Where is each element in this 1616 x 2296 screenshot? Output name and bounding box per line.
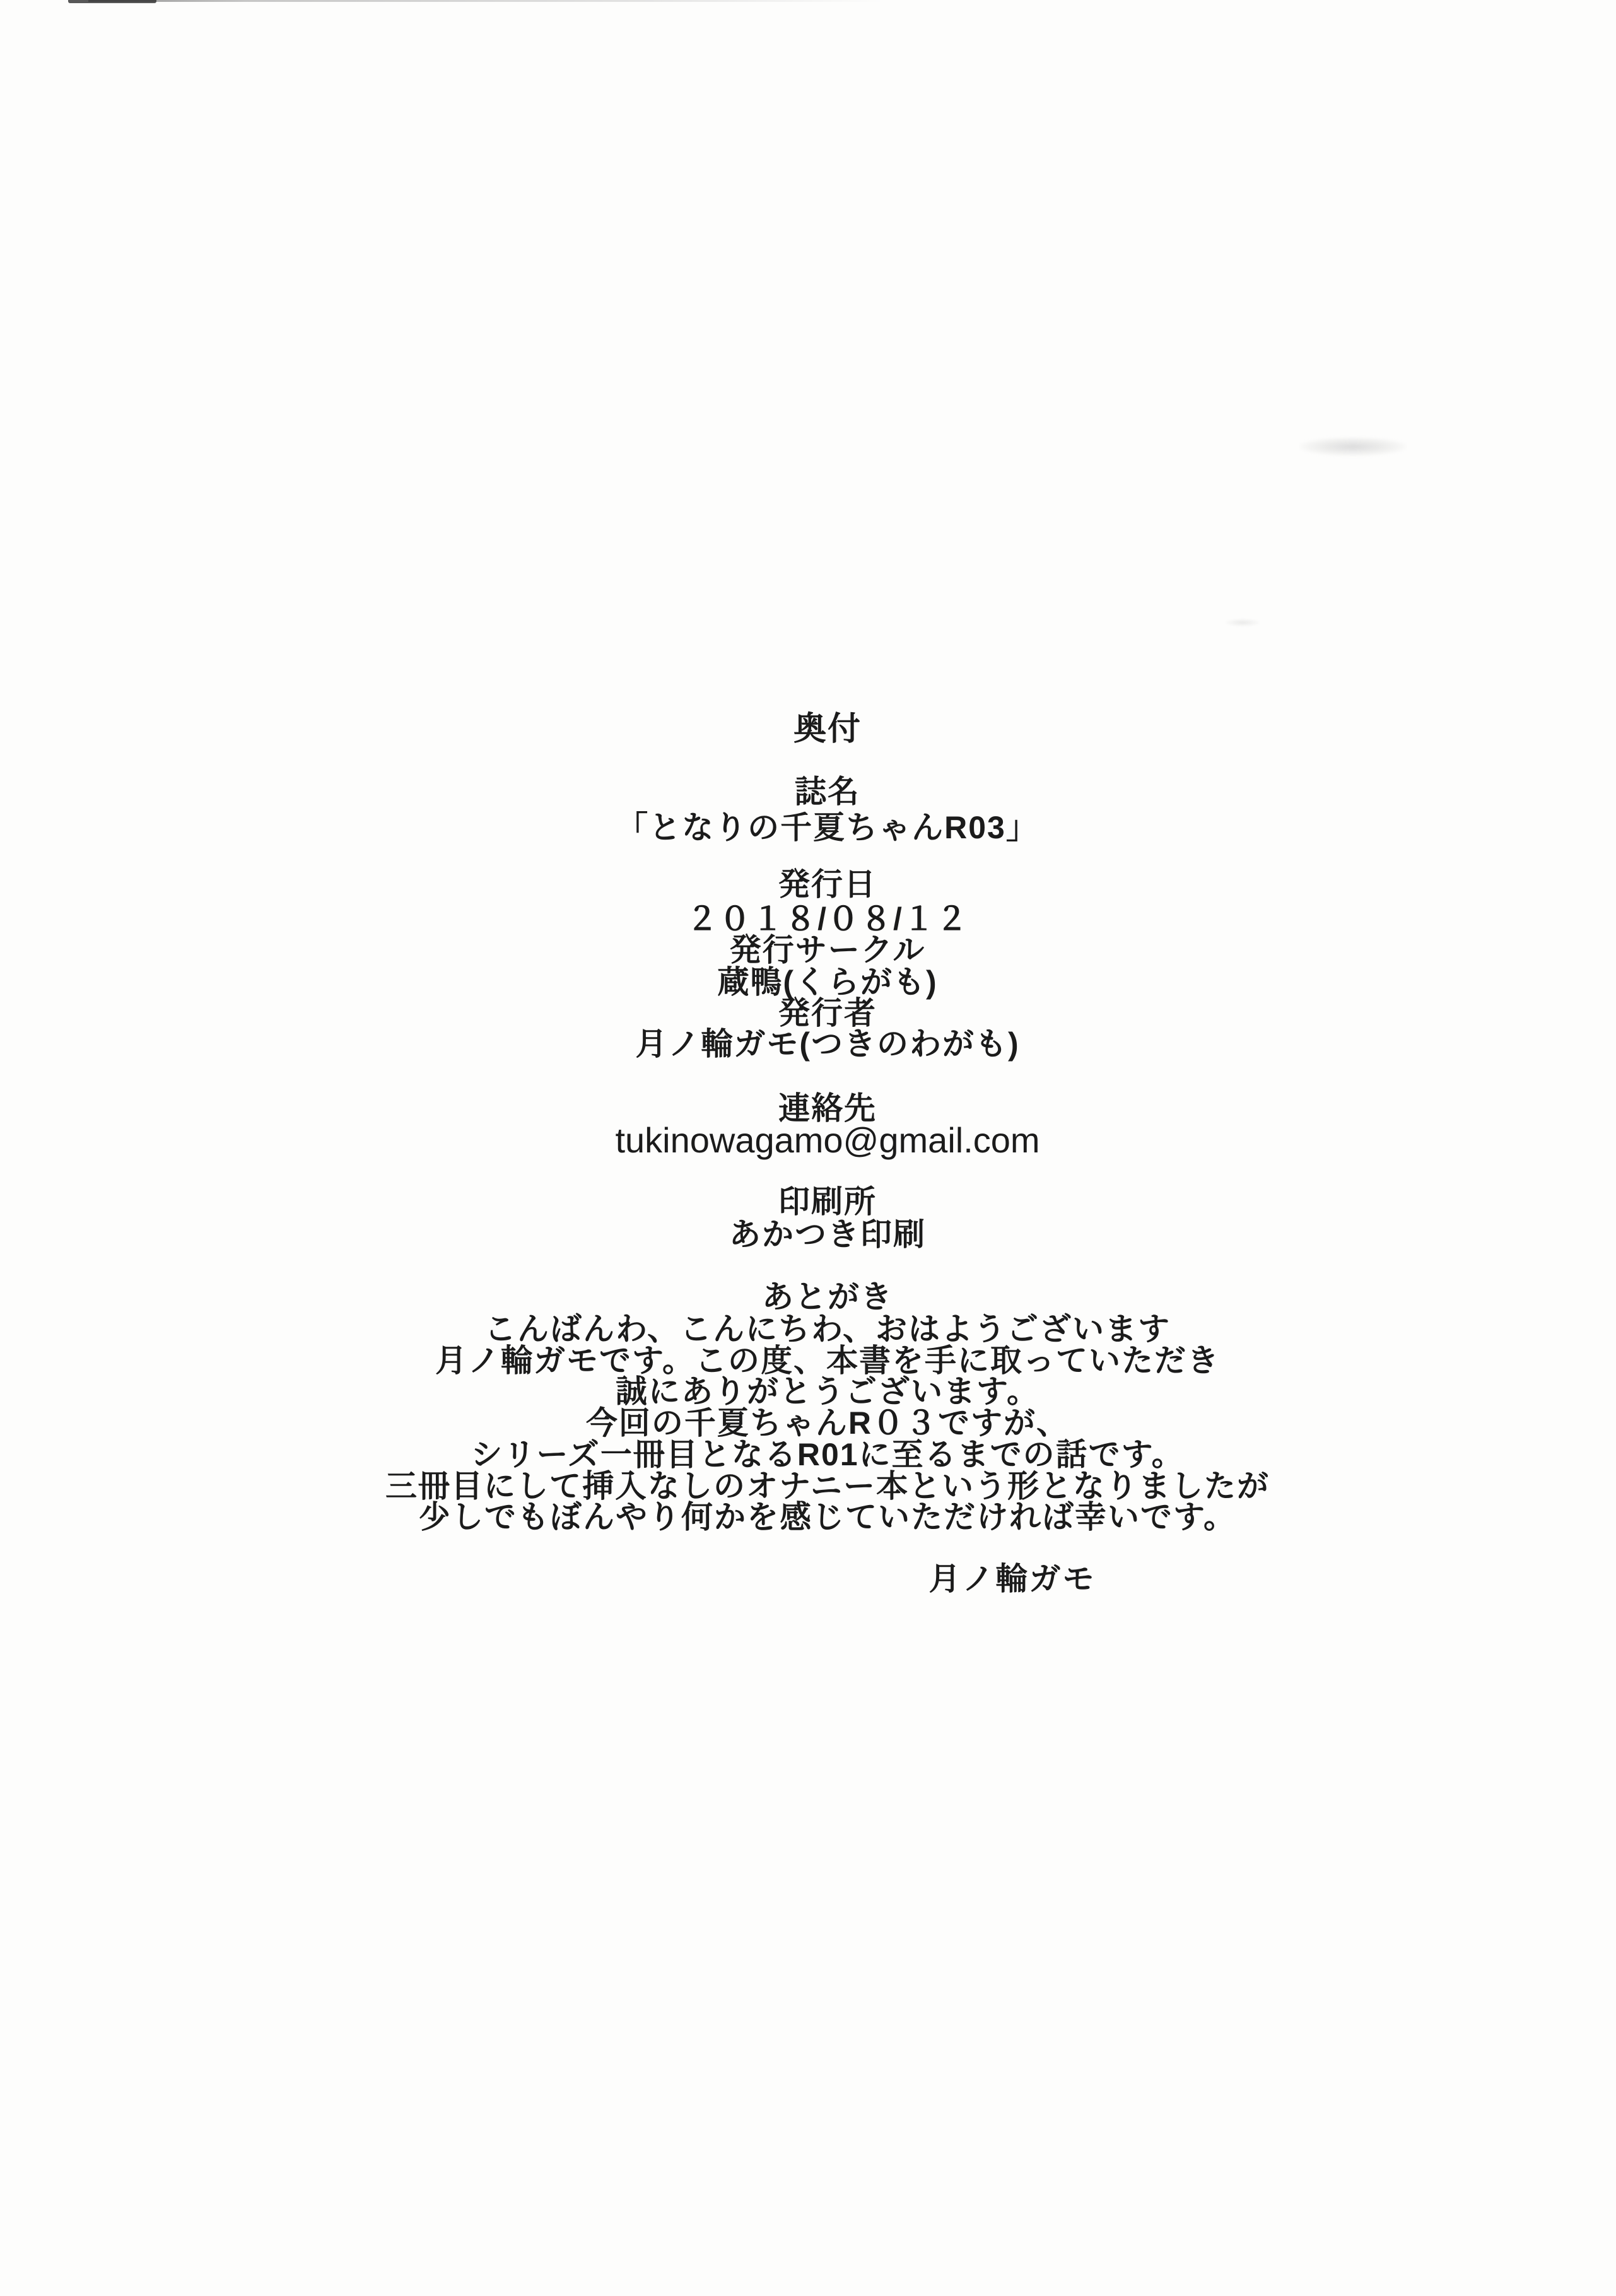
circle-label: 発行サークル: [729, 932, 926, 968]
afterword-line: 少しでもぼんやり何かを感じていただければ幸いです。: [419, 1499, 1236, 1535]
circle-name: 蔵鴨(くらがも): [717, 964, 938, 1000]
printer-label: 印刷所: [778, 1184, 877, 1219]
scan-artifact: [1224, 618, 1262, 627]
colophon-heading: 奥付: [793, 711, 862, 747]
magazine-name-label: 誌名: [795, 774, 860, 809]
contact-email: tukinowagamo@gmail.com: [615, 1120, 1040, 1160]
scan-artifact: [1299, 437, 1407, 456]
afterword-line: 月ノ輪ガモです。この度、本書を手に取っていただき: [435, 1343, 1220, 1378]
afterword-line: 今回の千夏ちゃんR０３ですが、: [585, 1405, 1070, 1441]
publish-date-label: 発行日: [778, 867, 877, 902]
publish-date: ２０１８/０８/１２: [686, 901, 969, 937]
publisher-label: 発行者: [778, 995, 877, 1031]
afterword-line: こんばんわ、こんにちわ、おはようございます: [484, 1311, 1171, 1347]
publisher-name: 月ノ輪ガモ(つきのわがも): [635, 1026, 1020, 1062]
afterword-line: 誠にありがとうございます。: [616, 1374, 1039, 1409]
printer-name: あかつき印刷: [729, 1217, 926, 1252]
afterword-heading: あとがき: [762, 1279, 893, 1315]
book-title: 「となりの千夏ちゃんR03」: [616, 810, 1039, 845]
afterword-line: 三冊目にして挿入なしのオナニー本という形となりましたが: [385, 1468, 1270, 1504]
author-signature: 月ノ輪ガモ: [928, 1561, 1096, 1596]
contact-label: 連絡先: [778, 1091, 877, 1126]
scan-artifact: [68, 0, 156, 3]
scan-artifact: [88, 0, 883, 2]
afterword-line: シリーズ一冊目となるR01に至るまでの話です。: [471, 1437, 1185, 1472]
